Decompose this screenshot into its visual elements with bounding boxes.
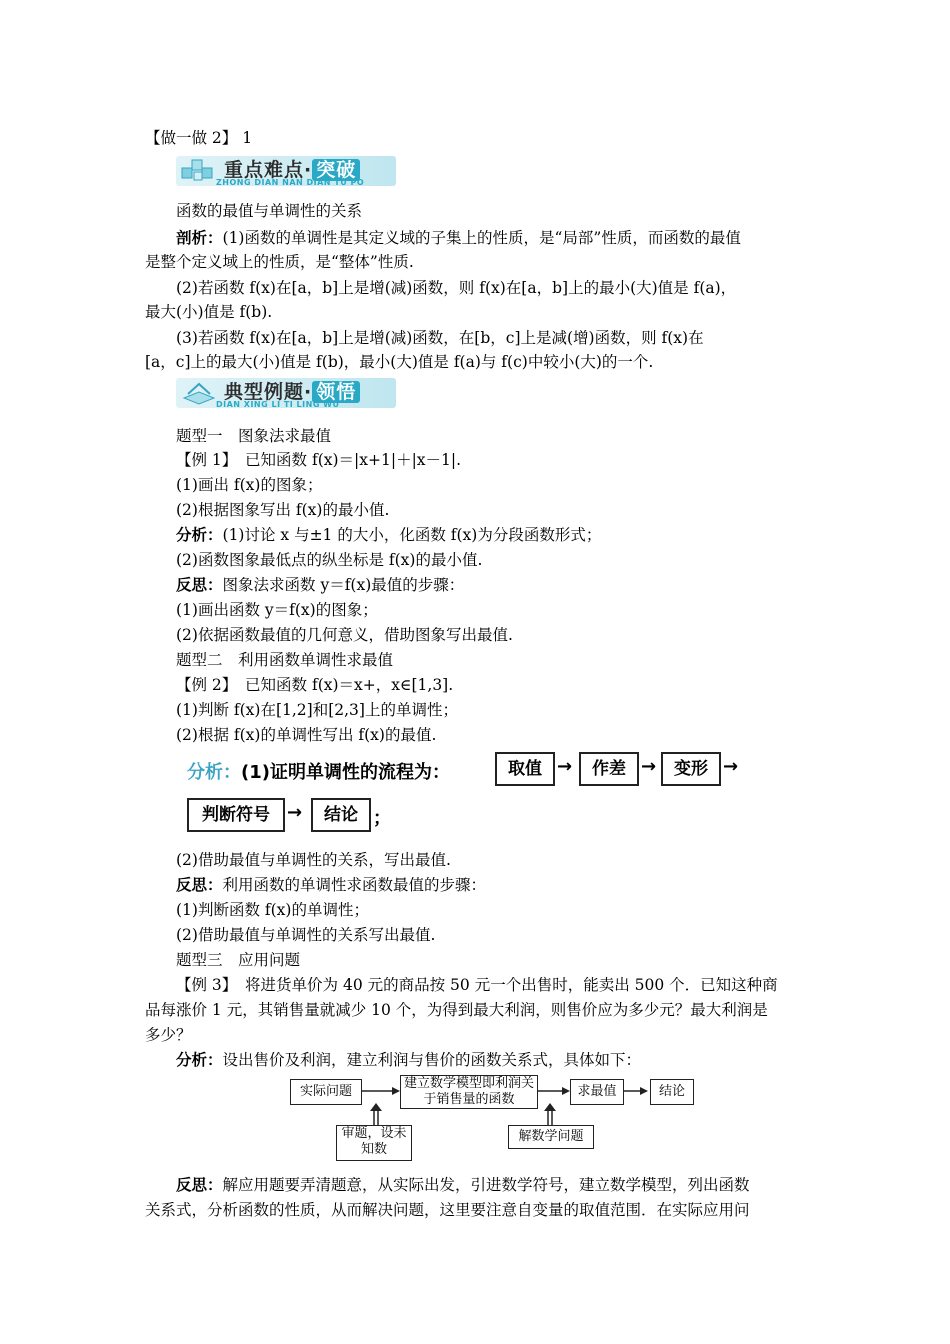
- box-conclusion: 结论: [650, 1079, 694, 1105]
- example-1-analysis-2: (2)函数图象最低点的纵坐标是 f(x)的最小值.: [176, 551, 483, 569]
- example-1-reflection: 反思：图象法求函数 y＝f(x)最值的步骤：: [176, 575, 465, 594]
- banner-subtitle: DIAN XING LI TI LING WU: [216, 400, 340, 409]
- example-3: 【例 3】 将进货单价为 40 元的商品按 50 元一个出售时，能卖出 500 个．已知这种商: [176, 976, 778, 994]
- box-build-model: 建立数学模型即利润关于销售量的函数: [400, 1075, 538, 1109]
- box-set-unknowns: 审题，设未知数: [336, 1125, 412, 1161]
- analysis-paragraph-2-cont: 最大(小)值是 f(b).: [145, 303, 273, 321]
- cubes-icon: [180, 154, 218, 184]
- section-banner-key-points: [176, 150, 406, 190]
- example-2: 【例 2】 已知函数 f(x)＝x+，x∈[1,3].: [176, 676, 454, 694]
- arrow-icon: →: [641, 756, 657, 777]
- reflection-step-2: (2)依据函数最值的几何意义，借助图象写出最值.: [176, 626, 513, 644]
- example-3-reflection-cont: 关系式，分析函数的性质，从而解决问题，这里要注意自变量的取值范围．在实际应用问: [145, 1201, 750, 1219]
- step-take-values: 取值: [495, 752, 555, 786]
- step-subtract: 作差: [579, 752, 639, 786]
- analysis-paragraph-1-cont: 是整个定义域上的性质，是“整体”性质.: [145, 253, 414, 271]
- banner-subtitle: ZHONG DIAN NAN DIAN TU PO: [216, 178, 365, 187]
- example-2-analysis-2: (2)借助最值与单调性的关系，写出最值.: [176, 851, 451, 869]
- arrow-icon: →: [287, 802, 303, 823]
- semicolon: ；: [373, 808, 391, 829]
- step-determine-sign: 判断符号: [187, 798, 285, 832]
- example-1-analysis: 分析：(1)讨论 x 与±1 的大小，化函数 f(x)为分段函数形式；: [176, 525, 602, 544]
- example-2-part-2: (2)根据 f(x)的单调性写出 f(x)的最值.: [176, 726, 437, 744]
- analysis-paragraph-3-cont: [a，c]上的最大(小)值是 f(b)，最小(大)值是 f(a)与 f(c)中较小(大)的一个.: [145, 353, 654, 371]
- example-1: 【例 1】 已知函数 f(x)＝|x+1|＋|x－1|.: [176, 451, 462, 469]
- example-3-cont: 品每涨价 1 元，其销售量就减少 10 个，为得到最大利润，则售价应为多少元？最大利润是: [145, 1001, 768, 1019]
- step-transform: 变形: [661, 752, 721, 786]
- example-2-reflection: 反思：利用函数的单调性求函数最值的步骤：: [176, 875, 487, 894]
- heading-relation: 函数的最值与单调性的关系: [176, 202, 363, 220]
- box-real-problem: 实际问题: [290, 1079, 362, 1105]
- exercise-line: 【做一做 2】 1: [145, 129, 253, 147]
- monotonicity-flowchart: [187, 750, 747, 840]
- type-2-heading: 题型二 利用函数单调性求最值: [176, 651, 394, 669]
- box-solve-math: 解数学问题: [508, 1125, 594, 1149]
- arrow-icon: →: [723, 756, 739, 777]
- example-1-part-2: (2)根据图象写出 f(x)的最小值.: [176, 501, 390, 519]
- box-find-extremum: 求最值: [570, 1079, 624, 1105]
- reflection-step-1: (1)画出函数 y＝f(x)的图象；: [176, 601, 378, 619]
- reflection-2-step-2: (2)借助最值与单调性的关系写出最值.: [176, 926, 436, 944]
- type-1-heading: 题型一 图象法求最值: [176, 427, 332, 445]
- banner-title: 重点难点· 突破: [224, 155, 360, 182]
- type-3-heading: 题型三 应用问题: [176, 951, 301, 969]
- example-2-part-1: (1)判断 f(x)在[1,2]和[2,3]上的单调性；: [176, 701, 458, 719]
- example-1-part-1: (1)画出 f(x)的图象；: [176, 476, 323, 494]
- book-icon: [180, 376, 218, 406]
- example-3-analysis: 分析：设出售价及利润，建立利润与售价的函数关系式，具体如下：: [176, 1050, 642, 1069]
- step-conclusion: 结论: [311, 798, 371, 832]
- analysis-paragraph-3: (3)若函数 f(x)在[a，b]上是增(减)函数，在[b，c]上是减(增)函数，则 f(x)在: [176, 329, 704, 347]
- analysis-paragraph-1: 剖析：(1)函数的单调性是其定义域的子集上的性质，是“局部”性质，而函数的最值: [176, 228, 741, 247]
- example-3-reflection: 反思：解应用题要弄清题意，从实际出发，引进数学符号，建立数学模型，列出函数: [176, 1175, 750, 1194]
- section-banner-examples: [176, 372, 406, 412]
- reflection-2-step-1: (1)判断函数 f(x)的单调性；: [176, 901, 369, 919]
- example-3-cont-2: 多少？: [145, 1026, 192, 1044]
- arrow-icon: →: [557, 756, 573, 777]
- flowchart-lead: 分析：(1)证明单调性的流程为：: [187, 762, 450, 783]
- analysis-paragraph-2: (2)若函数 f(x)在[a，b]上是增(减)函数，则 f(x)在[a，b]上的最小(大)值是 f(a)，: [176, 279, 737, 297]
- application-flowchart: [288, 1075, 698, 1165]
- banner-title: 典型例题· 领悟: [224, 377, 360, 404]
